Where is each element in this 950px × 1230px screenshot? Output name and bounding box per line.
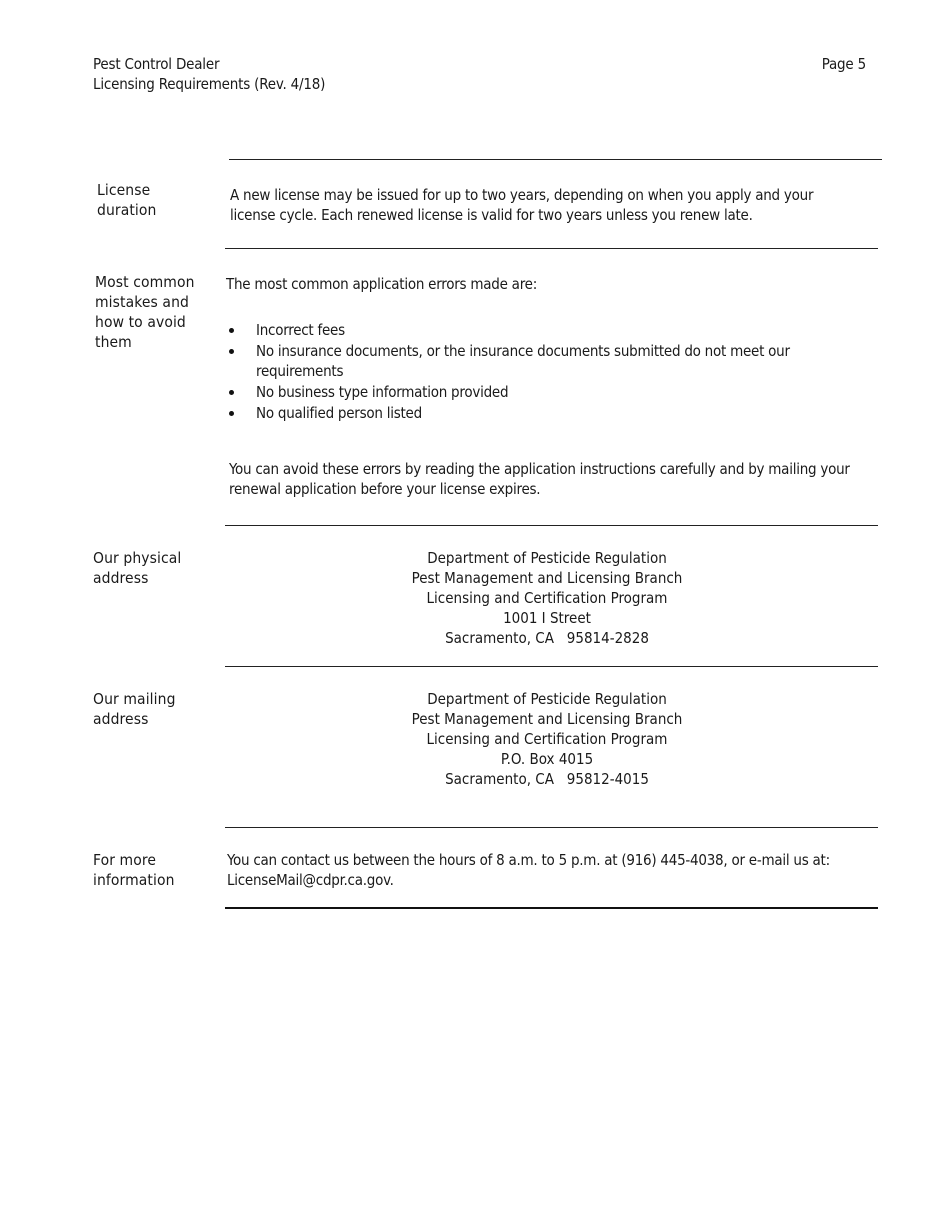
divider-bottom — [225, 907, 878, 909]
divider-top — [229, 159, 882, 160]
list-item: No business type information provided — [226, 383, 846, 403]
header-title: Pest Control Dealer — [93, 55, 220, 73]
label-mailing-address: Our mailing address — [93, 690, 176, 728]
divider-mailing — [225, 827, 878, 828]
divider-physical — [225, 666, 878, 667]
label-license-duration: License duration — [97, 181, 157, 219]
divider-duration — [225, 248, 878, 249]
label-more-information: For more information — [93, 851, 175, 889]
mailing-address-block: Department of Pesticide Regulation Pest Management and Licensing Branch Licensing and Certification Program P.O. Box 4015 Sacramento, CA 95812-4015 — [411, 690, 683, 788]
page-number: Page 5 — [821, 55, 866, 73]
header-subtitle: Licensing Requirements (Rev. 4/18) — [93, 75, 326, 93]
document-header — [93, 54, 325, 94]
mistakes-intro: The most common application errors made are: — [226, 275, 538, 293]
list-item: No insurance documents, or the insurance documents submitted do not meet our requirements — [226, 342, 846, 381]
list-item: No qualified person listed — [226, 404, 846, 424]
mistakes-closing: You can avoid these errors by reading the application instructions carefully and by mailing your renewal application before your license expires. — [229, 460, 850, 498]
mistakes-list — [226, 321, 846, 425]
label-physical-address: Our physical address — [93, 549, 182, 587]
divider-mistakes — [225, 525, 878, 526]
contact-information-text: You can contact us between the hours of 8 a.m. to 5 p.m. at (916) 445-4038, or e-mail us at: LicenseMail@cdpr.ca.gov. — [227, 851, 830, 889]
license-duration-text: A new license may be issued for up to two years, depending on when you apply and your license cycle. Each renewed license is valid for two years unless you renew late. — [230, 186, 814, 224]
label-common-mistakes: Most common mistakes and how to avoid them — [95, 273, 195, 351]
list-item: Incorrect fees — [226, 321, 846, 341]
physical-address-block: Department of Pesticide Regulation Pest Management and Licensing Branch Licensing and Certification Program 1001 I Street Sacramento, CA 95814-2828 — [411, 549, 683, 647]
